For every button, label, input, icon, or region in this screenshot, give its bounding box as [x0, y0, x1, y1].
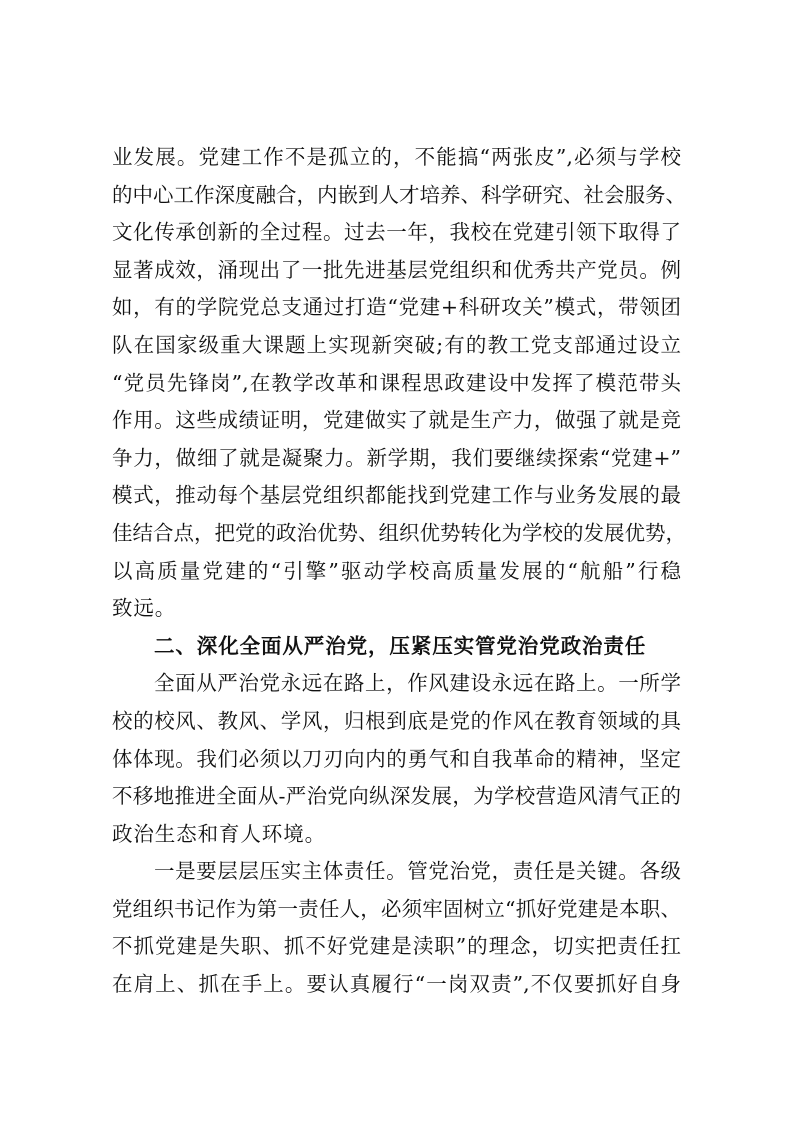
text-line: 模式，推动每个基层党组织都能找到党建工作与业务发展的最 — [112, 483, 681, 508]
text-line: 二、深化全面从严治党，压紧压实管党治党政治责任 — [154, 633, 647, 658]
text-line: 一是要层层压实主体责任。管党治党，责任是关键。各级 — [154, 859, 681, 884]
text-line: 校的校风、教风、学风，归根到底是党的作风在教育领域的具 — [112, 708, 681, 733]
text-line: 在肩上、抓在手上。要认真履行“一岗双责”,不仅要抓好自身 — [112, 972, 681, 997]
text-line: 不移地推进全面从-严治党向纵深发展，为学校营造风清气正的 — [112, 784, 681, 809]
text-line: 的中心工作深度融合，内嵌到人才培养、科学研究、社会服务、 — [112, 182, 686, 207]
text-line: 致远。 — [112, 596, 177, 621]
paragraph — [112, 139, 686, 628]
text-line: 政治生态和育人环境。 — [112, 821, 326, 846]
paragraph — [112, 853, 681, 1003]
text-line: 显著成效，涌现出了一批先进基层党组织和优秀共产党员。例 — [112, 257, 681, 282]
text-line: 队在国家级重大课题上实现新突破;有的教工党支部通过设立 — [112, 332, 681, 357]
text-line: 佳结合点，把党的政治优势、组织优势转化为学校的发展优势， — [112, 520, 686, 545]
text-line: 党组织书记作为第一责任人，必须牢固树立“抓好党建是本职、 — [112, 896, 681, 921]
text-line: “党员先锋岗”,在教学改革和课程思政建设中发挥了模范带头 — [112, 370, 681, 395]
text-line: 争力，做细了就是凝聚力。新学期，我们要继续探索“党建+” — [112, 445, 681, 470]
text-line: 作用。这些成绩证明，党建做实了就是生产力，做强了就是竞 — [112, 408, 681, 433]
section-heading — [112, 628, 681, 666]
text-line: 全面从严治党永远在路上，作风建设永远在路上。一所学 — [154, 671, 681, 696]
text-line: 如，有的学院党总支通过打造“党建+科研攻关”模式，带领团 — [112, 295, 681, 320]
text-line: 以高质量党建的“引擎”驱动学校高质量发展的“航船”行稳 — [112, 558, 681, 583]
document-body — [112, 139, 686, 1004]
paragraph — [112, 665, 681, 853]
text-line: 文化传承创新的全过程。过去一年，我校在党建引领下取得了 — [112, 220, 681, 245]
text-line: 业发展。党建工作不是孤立的，不能搞“两张皮”,必须与学校 — [112, 145, 681, 169]
text-line: 不抓党建是失职、抓不好党建是渎职”的理念，切实把责任扛 — [112, 934, 681, 959]
text-line: 体体现。我们必须以刀刃向内的勇气和自我革命的精神，坚定 — [112, 746, 681, 771]
